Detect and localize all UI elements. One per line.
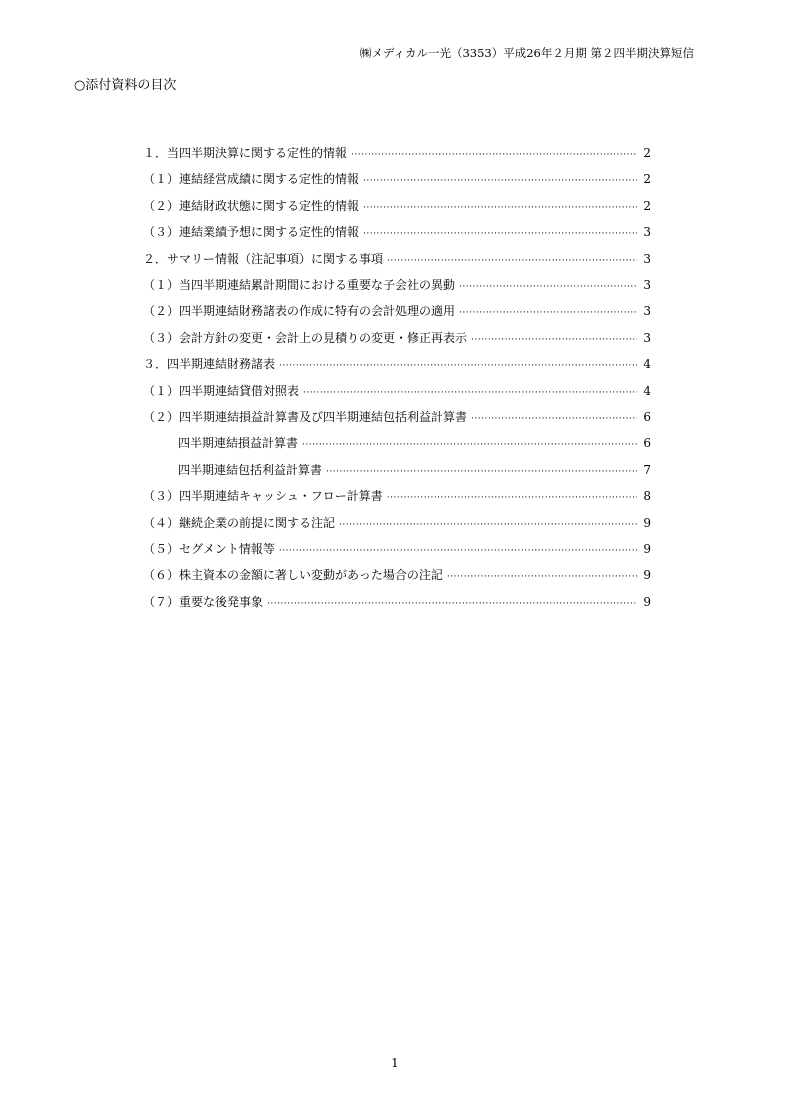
toc-entry-label: （３）会計方針の変更・会計上の見積りの変更・修正再表示 — [143, 330, 468, 345]
toc-dot-leader — [339, 516, 637, 534]
toc-entry-page: 2 — [643, 146, 651, 160]
toc-entry-label: 四半期連結包括利益計算書 — [178, 462, 323, 477]
page-header: ㈱メディカル一光（3353）平成26年２月期 第２四半期決算短信 — [359, 46, 694, 60]
toc-entry — [143, 302, 651, 320]
page-number: 1 — [391, 1056, 399, 1070]
toc-entry — [143, 250, 651, 268]
toc-entry-label: （４）継続企業の前提に関する注記 — [143, 515, 336, 530]
toc-entry-label: １．当四半期決算に関する定性的情報 — [143, 146, 348, 160]
toc-entry-page: 7 — [643, 462, 651, 477]
toc-entry-page: 4 — [643, 383, 651, 398]
toc-dot-leader — [303, 384, 637, 402]
toc-entry-page: 2 — [643, 198, 651, 213]
toc-entry-label: （６）株主資本の金額に著しい変動があった場合の注記 — [143, 568, 443, 583]
toc-entry-page: 9 — [643, 515, 651, 530]
toc-dot-leader — [351, 146, 637, 164]
toc-entry-label: （２）四半期連結財務諸表の作成に特有の会計処理の適用 — [143, 304, 456, 319]
toc-entry-page: 8 — [643, 489, 651, 504]
toc-dot-leader — [459, 304, 637, 322]
toc-entry-page: 2 — [643, 172, 651, 187]
toc-entry-label: （１）当四半期連結累計期間における重要な子会社の異動 — [143, 278, 456, 292]
toc-entry-label: （２）連結財政状態に関する定性的情報 — [143, 198, 360, 213]
toc-entry — [143, 382, 651, 400]
toc-entry-page: 3 — [643, 225, 651, 240]
toc-entry-page: 4 — [643, 357, 651, 372]
toc-entry — [143, 197, 651, 215]
toc-dot-leader — [363, 172, 637, 190]
toc-entry-label: （５）セグメント情報等 — [143, 542, 275, 556]
toc-entry-page: 9 — [643, 568, 651, 583]
toc-entry-page: 3 — [643, 330, 651, 345]
toc-dot-leader — [471, 331, 637, 349]
toc-entry — [143, 514, 651, 532]
toc-entry-label: （３）連結業績予想に関する定性的情報 — [143, 225, 360, 240]
toc-dot-leader — [279, 542, 637, 560]
toc-entry-label: 四半期連結損益計算書 — [178, 436, 299, 451]
toc-dot-leader — [302, 436, 637, 454]
toc-entry — [178, 461, 651, 479]
toc-entry-page: 3 — [643, 251, 651, 266]
toc-entry — [143, 170, 651, 188]
toc-dot-leader — [471, 410, 637, 428]
toc-entry — [143, 223, 651, 241]
toc-dot-leader — [459, 278, 637, 296]
toc-dot-leader — [447, 568, 637, 586]
toc-dot-leader — [363, 225, 637, 243]
toc-entry-page: 9 — [643, 542, 651, 556]
toc-entry-page: 6 — [643, 436, 651, 451]
toc-dot-leader — [326, 463, 637, 481]
toc-dot-leader — [387, 489, 637, 507]
toc-entry-label: （３）四半期連結キャッシュ・フロー計算書 — [143, 489, 383, 504]
toc-entry — [143, 355, 651, 373]
toc-heading: ○添付資料の目次 — [74, 78, 177, 93]
toc-entry — [143, 540, 651, 558]
toc-entry-label: （１）四半期連結貸借対照表 — [143, 383, 300, 398]
toc-entry — [143, 408, 651, 426]
toc-entry — [143, 276, 651, 294]
toc-entry-label: ２．サマリー情報（注記事項）に関する事項 — [143, 251, 384, 266]
toc-entry — [143, 593, 651, 611]
toc-entry-page: 3 — [643, 304, 651, 319]
toc-entry-page: 9 — [643, 594, 651, 609]
toc-dot-leader — [387, 252, 637, 270]
toc-entry — [143, 329, 651, 347]
toc-entry-label: （２）四半期連結損益計算書及び四半期連結包括利益計算書 — [143, 410, 468, 424]
toc-entry — [143, 566, 651, 584]
toc-entry — [178, 434, 651, 452]
toc-dot-leader — [363, 199, 637, 217]
toc-entry-page: 6 — [643, 410, 651, 424]
toc-entry-label: （７）重要な後発事象 — [143, 594, 264, 609]
toc-entry-page: 3 — [643, 278, 651, 292]
toc-entry — [143, 487, 651, 505]
toc-dot-leader — [267, 595, 637, 613]
toc-entry-label: （１）連結経営成績に関する定性的情報 — [143, 172, 360, 187]
toc-dot-leader — [279, 357, 637, 375]
toc-entry-label: ３．四半期連結財務諸表 — [143, 357, 276, 372]
toc-entry — [143, 144, 651, 162]
